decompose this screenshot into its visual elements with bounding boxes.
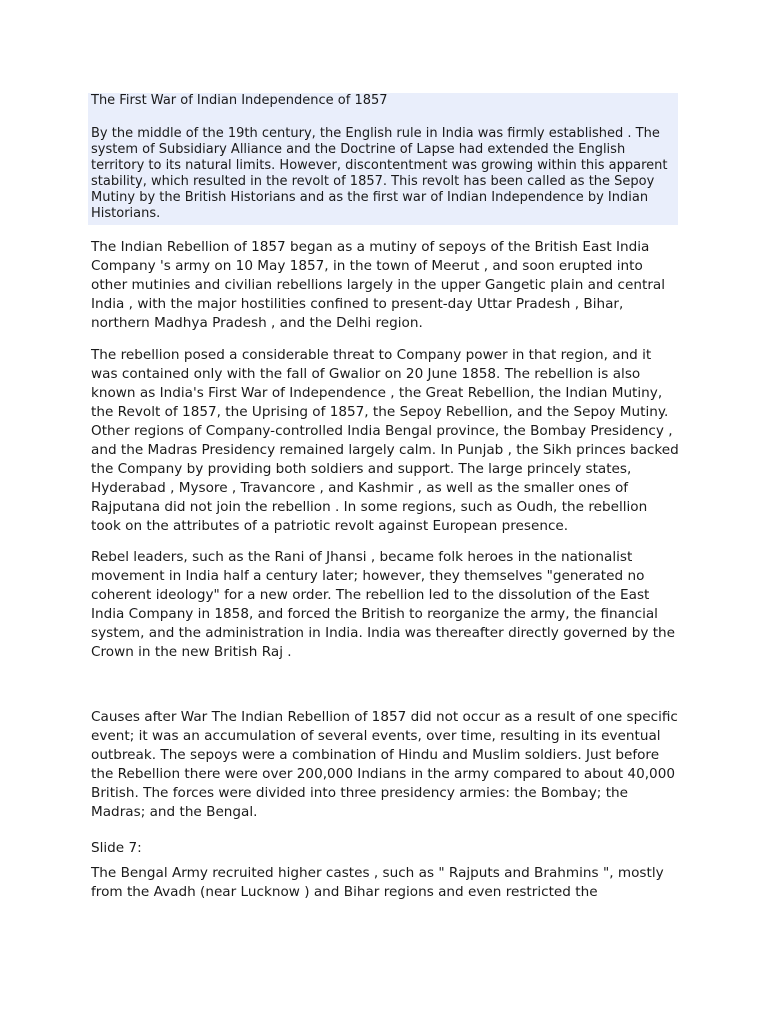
paragraph-causes: Causes after War The Indian Rebellion of 1857 did not occur as a result of one specific event; it was an accumulation of several events, over time, resulting in its eventual outbreak. The sepoys were a combination of Hindu and Muslim soldiers. Just before the Rebellion there were over 200,000 Indians in the army compared to about 40,000 British. The forces were divided into three presidency armies: the Bombay; the Madras; and the Bengal. [91, 709, 678, 820]
document-title: The First War of Indian Independence of 1857 [91, 93, 388, 108]
paragraph-rebellion-start: The Indian Rebellion of 1857 began as a mutiny of sepoys of the British East India Company 's army on 10 May 1857, in the town of Meerut , and soon erupted into other mutinies and civilian rebellions largely in the upper Gangetic plain and central India , with the major hostilities confined to present-day Uttar Pradesh , Bihar, northern Madhya Pradesh , and the Delhi region. [91, 239, 666, 331]
paragraph-rebel-leaders: Rebel leaders, such as the Rani of Jhansi , became folk heroes in the nationalist movement in India half a century later; however, they themselves "generated no coherent ideology" for a new order. The rebellion led to the dissolution of the East India Company in 1858, and forced the British to reorganize the army, the financial system, and the administration in India. India was thereafter directly governed by the Crown in the new British Raj . [91, 549, 676, 660]
slide-label: Slide 7: [91, 840, 142, 856]
paragraph-bengal-army: The Bengal Army recruited higher castes , such as " Rajputs and Brahmins ", mostly from the Avadh (near Lucknow ) and Bihar regions and even restricted the [91, 865, 664, 900]
paragraph-rebellion-threat: The rebellion posed a considerable threat to Company power in that region, and it was contained only with the fall of Gwalior on 20 June 1858. The rebellion is also known as India's First War of Independence , the Great Rebellion, the Indian Mutiny, the Revolt of 1857, the Uprising of 1857, the Sepoy Rebellion, and the Sepoy Mutiny. Other regions of Company-controlled India Bengal province, the Bombay Presidency , and the Madras Presidency remained largely calm. In Punjab , the Sikh princes backed the Company by providing both soldiers and support. The large princely states, Hyderabad , Mysore , Travancore , and Kashmir , as well as the smaller ones of Rajputana did not join the rebellion . In some regions, such as Oudh, the rebellion took on the attributes of a patriotic revolt against European presence. [91, 347, 679, 534]
intro-paragraph: By the middle of the 19th century, the English rule in India was firmly established . The system of Subsidiary Alliance and the Doctrine of Lapse had extended the English territory to its natural limits. However, discontentment was growing within this apparent stability, which resulted in the revolt of 1857. This revolt has been called as the Sepoy Mutiny by the British Historians and as the first war of Indian Independence by Indian Historians. [91, 126, 668, 221]
